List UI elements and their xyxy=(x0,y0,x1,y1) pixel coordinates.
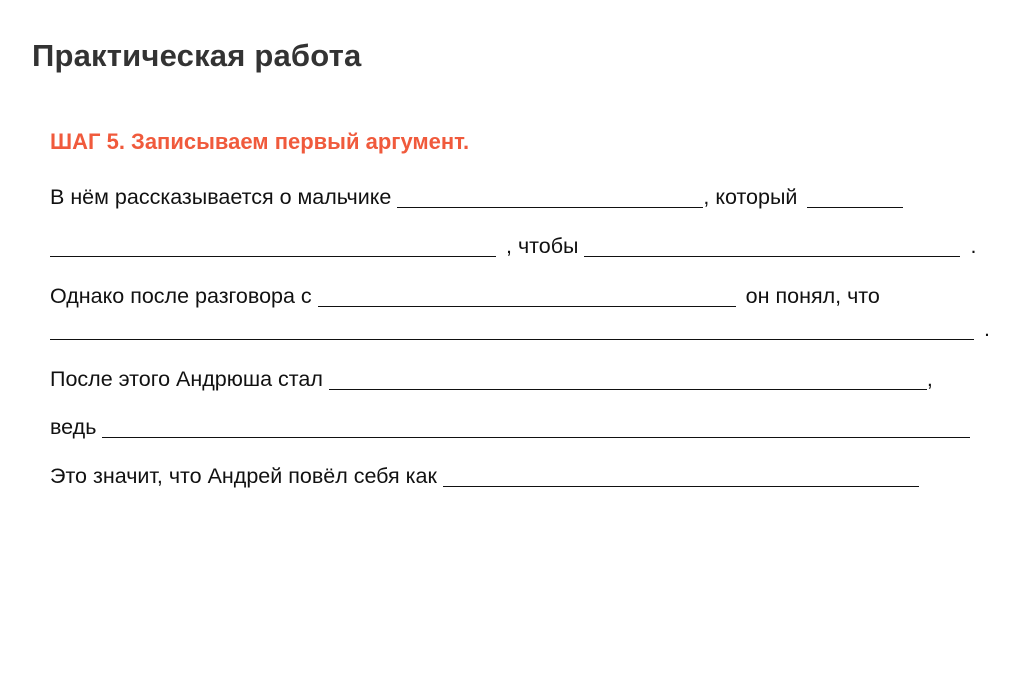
worksheet-line-6 xyxy=(50,410,970,440)
answer-blank-purpose[interactable] xyxy=(584,232,960,257)
line-1-text-start: В нём рассказывается о мальчике xyxy=(50,185,392,209)
worksheet-line-7 xyxy=(50,459,919,489)
answer-blank-became[interactable] xyxy=(329,365,927,390)
line-1-text-middle: , который xyxy=(703,185,798,209)
line-3-text-end: он понял, что xyxy=(745,284,880,308)
worksheet-line-3 xyxy=(50,279,880,309)
answer-blank-action[interactable] xyxy=(50,232,496,257)
line-5-comma: , xyxy=(926,367,933,391)
line-2-text-middle: , чтобы xyxy=(506,234,579,258)
worksheet-line-5 xyxy=(50,362,933,392)
worksheet-line-1 xyxy=(50,180,903,210)
answer-blank-boy[interactable] xyxy=(397,183,703,208)
line-2-period: . xyxy=(970,234,977,258)
answer-blank-behaved-as[interactable] xyxy=(443,462,919,487)
answer-blank-because[interactable] xyxy=(102,413,970,438)
answer-blank-who[interactable] xyxy=(807,183,903,208)
page-title: Практическая работа xyxy=(32,38,362,73)
line-4-period: . xyxy=(984,317,990,341)
worksheet-line-2 xyxy=(50,229,976,259)
line-6-text-start: ведь xyxy=(50,415,97,439)
answer-blank-understood[interactable] xyxy=(50,315,974,340)
worksheet-line-4 xyxy=(50,312,990,342)
line-3-text-start: Однако после разговора с xyxy=(50,284,312,308)
step-heading: ШАГ 5. Записываем первый аргумент. xyxy=(50,129,470,154)
line-7-text-start: Это значит, что Андрей повёл себя как xyxy=(50,464,437,488)
answer-blank-conversation[interactable] xyxy=(318,282,736,307)
line-5-text-start: После этого Андрюша стал xyxy=(50,367,323,391)
